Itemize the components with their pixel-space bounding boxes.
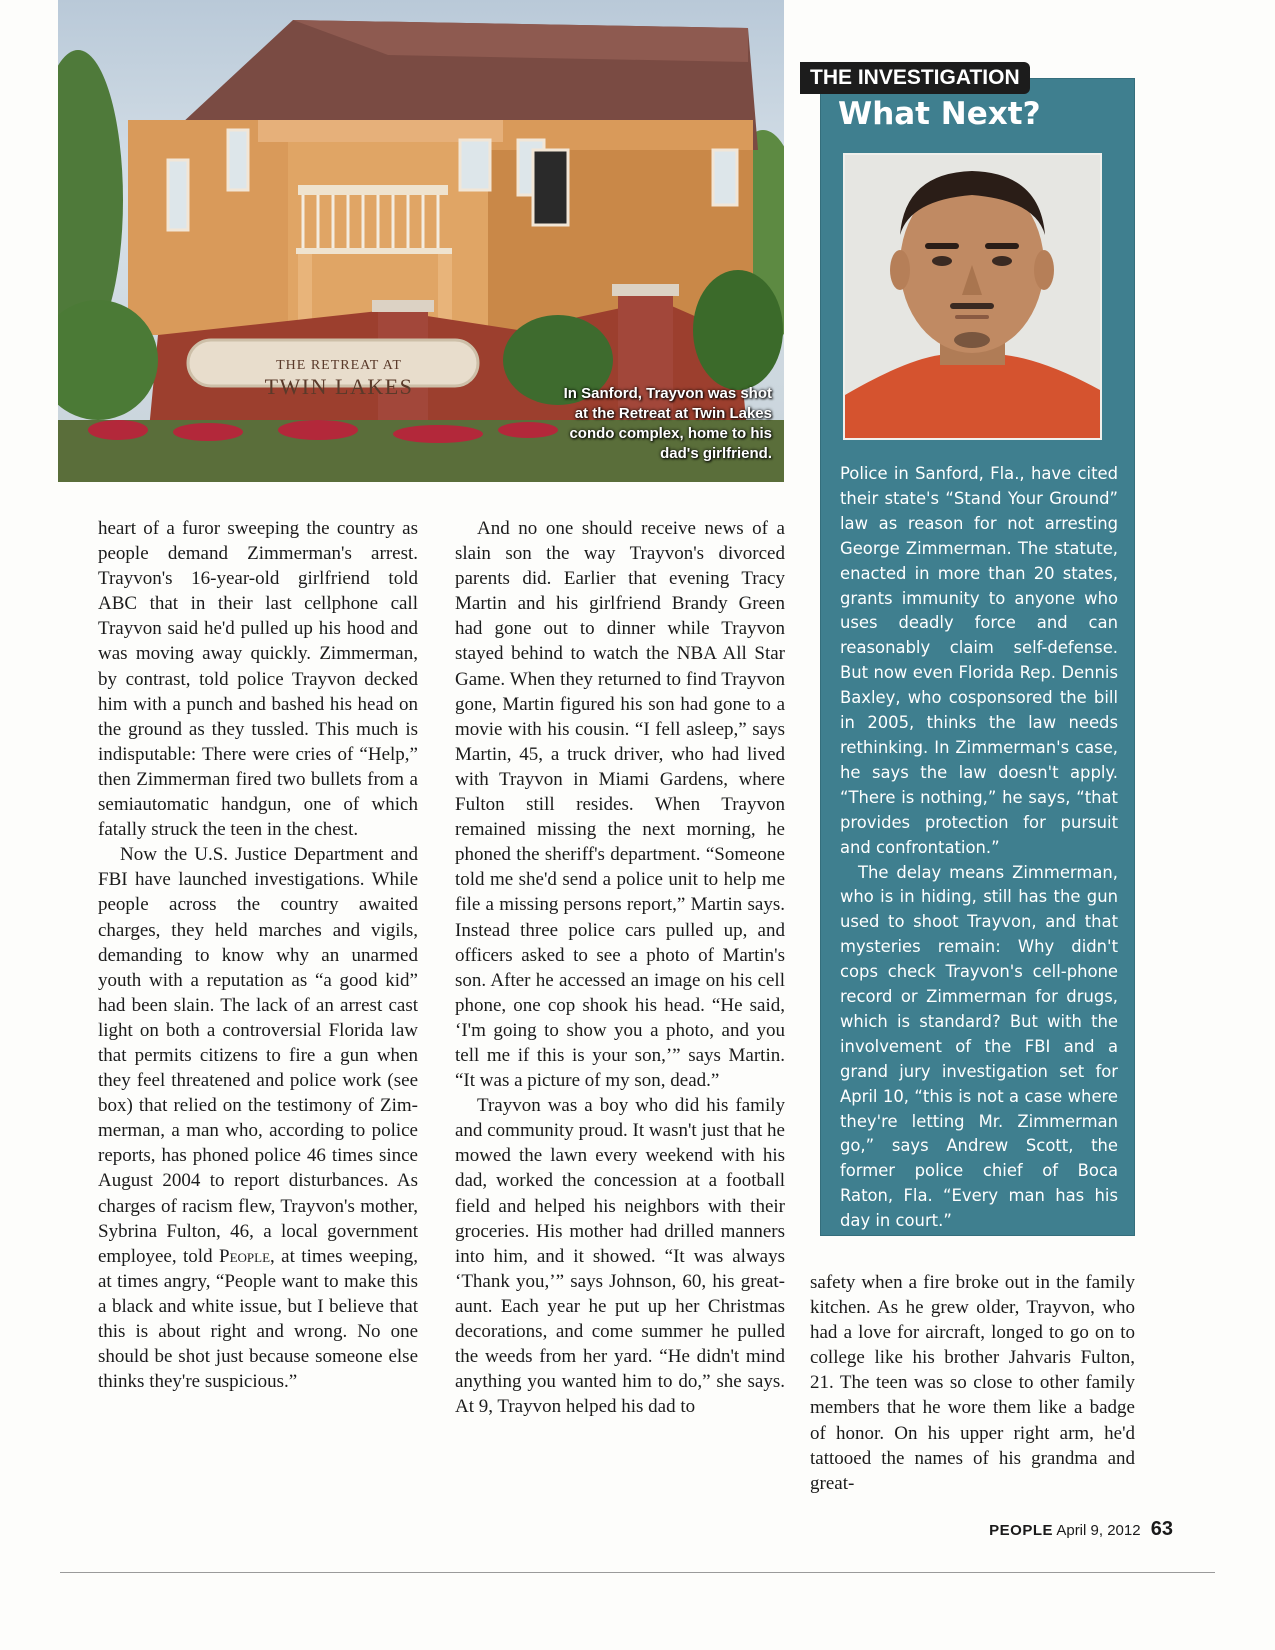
article-column-2 (455, 516, 785, 1419)
photo-caption: In Sanford, Trayvon was shot at the Retreat at Twin Lakes condo complex, home to his dad's girlfriend. (563, 385, 772, 462)
mugshot-photo (845, 155, 1100, 438)
sidebar-paragraph-1: Police in Sanford, Fla., have cited their state's “Stand Your Ground” law as reason for not arresting George Zimmerman. The statute, enacted in more than 20 states, grants immunity to anyone who uses deadly force and can reasonably claim self-defense. But now even Florida Rep. Dennis Baxley, who cosponsored the bill in 2005, thinks the law needs rethinking. In Zimmerman's case, he says the law doesn't apply. “There is nothing,” he says, “that provides protection for pursuit and confrontation.” (840, 464, 1118, 857)
col1-paragraph-1: heart of a furor sweeping the country as people demand Zimmerman's arrest. Trayvon's 16-year-old girlfriend told ABC that in their last cellphone call Trayvon said he'd pulled up his hood and was moving away quickly. Zimmerman, by contrast, told police Trayvon decked him with a punch and bashed his head on the ground as they tussled. This much is indisputable: There were cries of “Help,” then Zimmerman fired two bullets from a semiautomatic handgun, one of which fatally struck the teen in the chest. (98, 518, 418, 841)
col1-paragraph-2 (98, 842, 418, 1394)
sign-line-2: TWIN LAKES (264, 374, 414, 399)
article-column-3 (810, 1270, 1135, 1496)
page-folio (989, 1518, 1173, 1541)
col2-paragraph-2: Trayvon was a boy who did his family and community proud. It wasn't just that he mowed the lawn every weekend with his dad, worked the concession at a football field and helped his neighbors with their groceries. His mother had drilled manners into him, and it showed. “It was always ‘Thank you,’” says Johnson, 60, his great-aunt. Each year he put up her Christmas decorations, and come summer he pulled the weeds from her yard. “He didn't mind anything you wanted him to do,” she says. At 9, Trayvon helped his dad to (455, 1095, 785, 1418)
col1-paragraph-2-cont: , at times weeping, at times angry, “People want to make this a black and white issue, but I believe that this is about right and wrong. No one should be shot just because someone else thinks they're suspicious.” (98, 1245, 418, 1393)
sidebar-title: What Next? (838, 96, 1041, 132)
bottom-rule (60, 1572, 1215, 1573)
condo-photo (58, 0, 784, 482)
article-column-1 (98, 516, 418, 1394)
col2-paragraph-1: And no one should receive news of a slain son the way Trayvon's divorced parents did. Earlier that evening Tracy Martin and his girlfriend Brandy Green had gone out to dinner while Trayvon stayed behind to watch the NBA All Star Game. When they returned to find Trayvon gone, Martin figured his son had gone to a movie with his cousin. “I fell asleep,” says Martin, 45, a truck driver, who had lived with Trayvon in Miami Gardens, where Fulton still resides. When Trayvon remained missing the next morning, he phoned the sheriff's department. “Someone told me she'd send a police unit to help me file a missing persons report,” Martin says. Instead three police cars pulled up, and officers asked to see a photo of Martin's son. After he accessed an image on his cell phone, one cop shook his head. “He said, ‘I'm going to show you a photo, and you tell me if this is your son,’” says Martin. “It was a picture of my son, dead.” (455, 518, 785, 1092)
col3-paragraph-1: safety when a fire broke out in the family kitchen. As he grew older, Trayvon, who had a love for aircraft, longed to go on to college like his brother Jahvaris Fulton, 21. The teen was so close to other family members that he wore them like a badge of honor. On his upper right arm, he'd tattooed the names of his grandma and great- (810, 1272, 1135, 1494)
magazine-name-inline: People (219, 1245, 271, 1267)
folio-date: April 9, 2012 (1056, 1522, 1141, 1539)
col1-paragraph-2-text: Now the U.S. Justice Department and FBI have launched investigations. While people across the country awaited charges, they held marches and vigils, demanding to know why an unarmed youth with a reputation as “a good kid” had been slain. The lack of an arrest cast light on both a controversial Florida law that permits citizens to fire a gun when they feel threatened and police work (see box) that relied on the testimony of Zimmerman, a man who, according to police reports, has phoned police 46 times since August 2004 to report disturbances. As charges of racism flew, Trayvon's mother, Sybrina Fulton, 46, a local government employee, told (98, 844, 418, 1267)
condo-sign (200, 358, 478, 400)
sidebar-paragraph-2: The delay means Zimmerman, who is in hiding, still has the gun used to shoot Trayvon, and that mysteries remain: Why didn't cops check Trayvon's cell-phone record or Zimmerman for drugs, which is standard? But with the involvement of the FBI and a grand jury investigation set for April 10, “this is not a case where they're letting Mr. Zimmerman go,” says Andrew Scott, the former police chief of Boca Raton, Fla. “Every man has his day in court.” (840, 862, 1118, 1231)
folio-magazine: PEOPLE (989, 1522, 1053, 1539)
sidebar-body (840, 462, 1118, 1234)
page-number: 63 (1150, 1518, 1173, 1540)
sign-line-1: THE RETREAT AT (276, 358, 402, 373)
mugshot-illustration (845, 155, 1100, 438)
sidebar-kicker: THE INVESTIGATION (800, 62, 1030, 94)
